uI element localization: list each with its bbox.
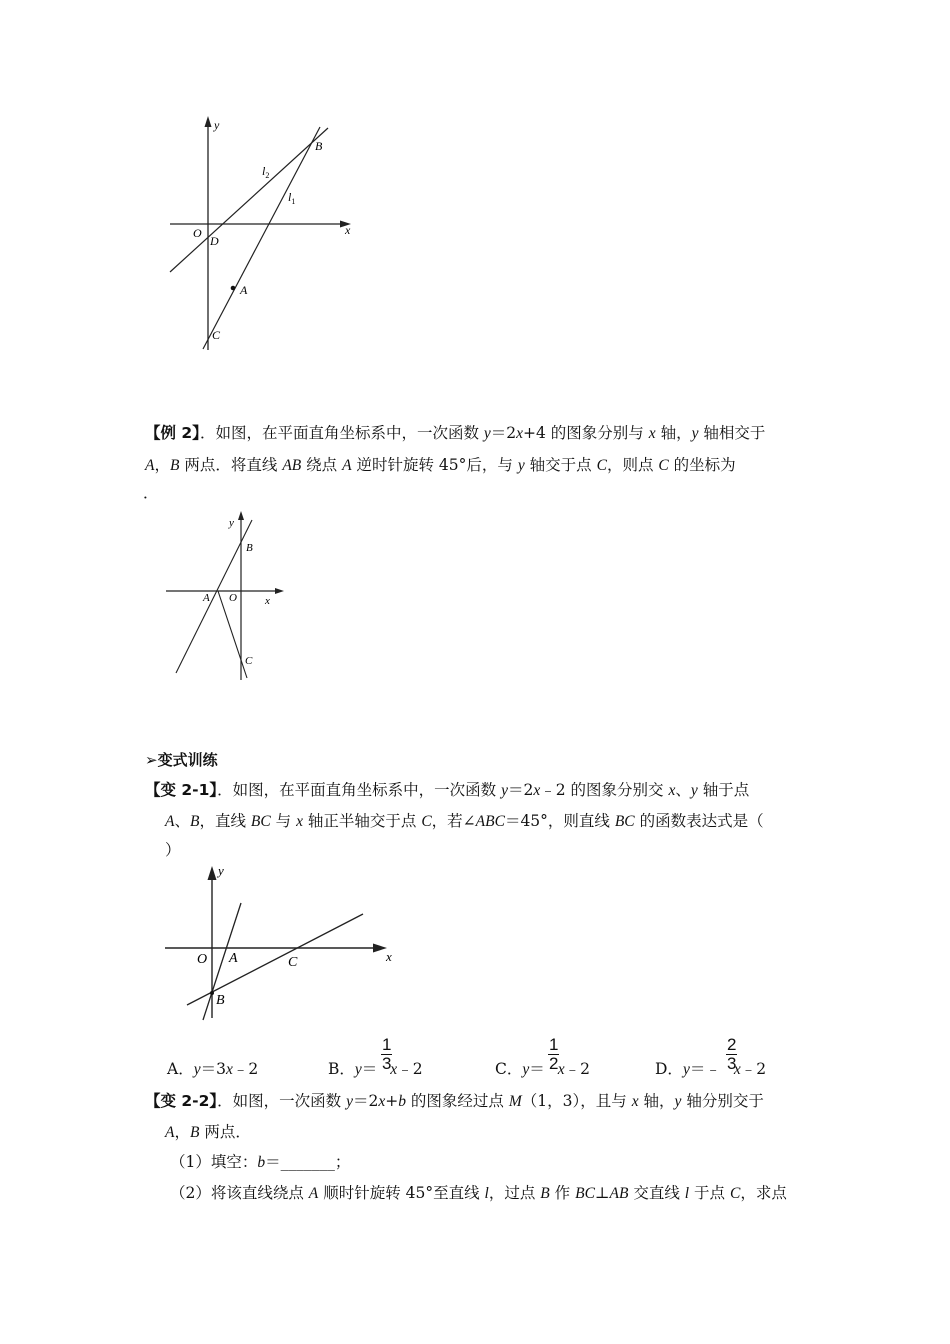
variant22-question1: （1）填空：b＝_______； [170,1153,351,1171]
label-d: D [210,234,219,248]
label-l1: $l_1$ [288,190,296,206]
label-x: x [265,595,270,607]
point-b-dot [210,991,214,995]
example2-tag: 【例 2】 [145,424,200,442]
variant22-question2: （2）将该直线绕点 A 顺时针旋转 45°至直线 l，过点 B 作 BC⊥AB 交直线 l 于点 C，求点 [170,1184,787,1202]
x-axis-arrow [373,944,387,953]
label-c: C [212,328,221,342]
line-l1 [203,127,320,349]
variant21-line2: A、B，直线 BC 与 x 轴正半轴交于点 C，若∠ABC＝45°，则直线 BC 的函数表达式是（ [165,812,764,830]
label-y: y [218,863,224,878]
y-axis-arrow [238,511,244,520]
option-c-fraction: $\frac{1}{2}$ [549,1035,559,1073]
option-b-fraction: $\frac{1}{3}$ [382,1035,392,1073]
option-d-fraction: $\frac{2}{3}$ [727,1035,737,1073]
label-o: O [229,592,237,604]
variant21-line1: 【变 2-1】．如图，在平面直角坐标系中，一次函数 y＝2x﹣2 的图象分别交 x、y 轴于点 [145,781,750,799]
label-l2: $l_2$ [262,164,270,180]
label-a: A [229,951,238,966]
option-c[interactable]: C．y＝ x﹣2 [495,1060,591,1078]
label-o: O [197,952,208,967]
variant21-line3: ） [165,841,181,859]
variant22-line1: 【变 2-2】．如图，一次函数 y＝2x+b 的图象经过点 M（1，3），且与 x 轴，y 轴分别交于 [145,1092,764,1110]
label-y: y [214,118,220,132]
label-x: x [345,223,351,237]
variant22-line2: A，B 两点． [165,1123,251,1141]
figure-3-graph [160,860,400,1025]
example2-line1: 【例 2】．如图，在平面直角坐标系中，一次函数 y＝2x+4 的图象分别与 x 轴，y 轴相交于 [145,424,766,442]
label-y: y [229,517,234,529]
option-d[interactable]: D．y＝﹣ x﹣2 [655,1060,767,1078]
label-x: x [386,949,392,964]
figure-2-graph [160,505,285,685]
label-c: C [288,955,298,970]
label-a: A [203,592,210,604]
section-title: ➢变式训练 [145,751,218,769]
example2-line3: ． [143,484,159,502]
label-b: B [315,139,323,153]
x-axis-arrow [275,588,284,594]
label-b: B [246,542,253,554]
variant22-tag: 【变 2-2】 [145,1092,218,1110]
y-axis-arrow [205,116,212,127]
figure-1-graph [160,110,370,355]
answer-blank[interactable]: _______ [280,1153,335,1171]
option-b[interactable]: B．y＝ x﹣2 [328,1060,423,1078]
label-o: O [193,226,202,240]
label-b: B [216,993,225,1008]
line-l2 [170,128,328,272]
example2-line2: A，B 两点．将直线 AB 绕点 A 逆时针旋转 45°后，与 y 轴交于点 C，则点 C 的坐标为 [145,456,736,474]
line-ac [218,591,247,678]
label-a: A [240,283,248,297]
line-bc [187,914,363,1005]
point-a-dot [231,286,236,291]
y-axis-arrow [208,866,217,880]
variant21-tag: 【变 2-1】 [145,781,218,799]
option-a[interactable]: A．y＝3x﹣2 [167,1060,259,1078]
label-c: C [245,655,253,667]
